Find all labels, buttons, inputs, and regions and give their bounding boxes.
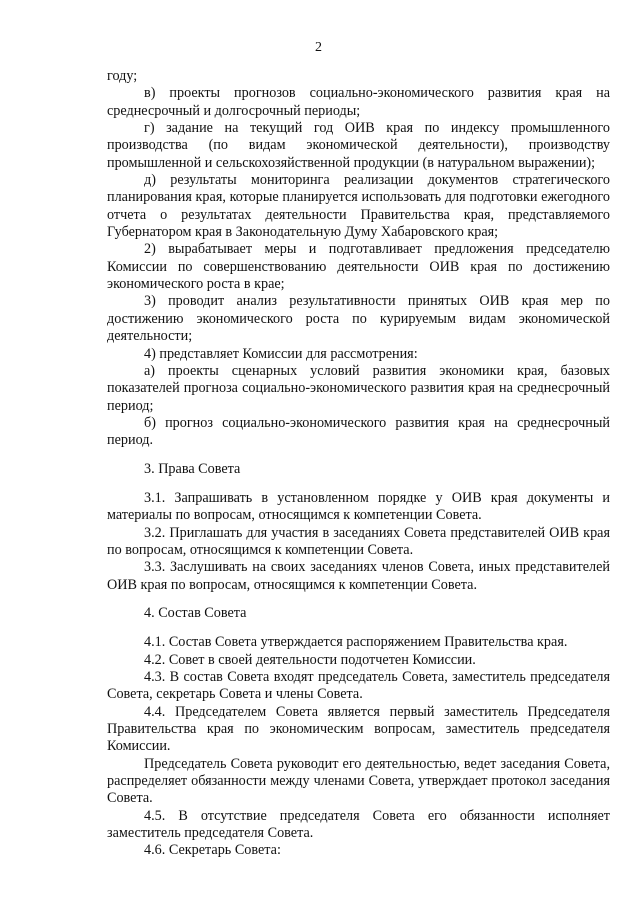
paragraph-item-d: д) результаты мониторинга реализации документов стратегического планирования края, которые планируется использовать для подготовки ежегодного отчета о результатах деятельности Правительства края, представляемого Губернатором края в Законодательную Думу Хабаровского края; — [107, 172, 610, 241]
paragraph-4-2: 4.2. Совет в своей деятельности подотчетен Комиссии. — [144, 651, 476, 668]
paragraph-3-1: 3.1. Запрашивать в установленном порядке у ОИВ края документы и материалы по вопросам, относящимся к компетенции Совета. — [107, 489, 610, 524]
paragraph-item-2: 2) вырабатывает меры и подготавливает предложения председателю Комиссии по совершенствованию деятельности ОИВ края по достижению экономического роста в крае; — [107, 241, 610, 293]
paragraph-continuation: году; — [107, 68, 138, 84]
paragraph-3-2: 3.2. Приглашать для участия в заседаниях Совета представителей ОИВ края по вопросам, относящимся к компетенции Совета. — [107, 524, 610, 558]
section-heading-composition: 4. Состав Совета — [144, 604, 247, 621]
paragraph-item-b: б) прогноз социально-экономического развития края на среднесрочный период. — [107, 414, 610, 449]
paragraph-chair-duties: Председатель Совета руководит его деятельностью, ведет заседания Совета, распределяет обязанности между членами Совета, утверждает протокол заседания Совета. — [107, 755, 610, 807]
paragraph-4-6: 4.6. Секретарь Совета: — [144, 842, 281, 859]
section-heading-rights: 3. Права Совета — [144, 460, 241, 477]
page-number: 2 — [315, 40, 322, 55]
paragraph-4-3: 4.3. В состав Совета входят председатель Совета, заместитель председателя Совета, секретарь Совета и члены Совета. — [107, 669, 610, 703]
paragraph-3-3: 3.3. Заслушивать на своих заседаниях членов Совета, иных представителей ОИВ края по вопросам, относящимся к компетенции Совета. — [107, 559, 610, 593]
paragraph-item-v: в) проекты прогнозов социально-экономического развития края на среднесрочный и долгосрочный периоды; — [107, 85, 610, 119]
paragraph-item-4: 4) представляет Комиссии для рассмотрения: — [144, 345, 418, 362]
paragraph-4-4: 4.4. Председателем Совета является первый заместитель Председателя Правительства края по экономическим вопросам, заместитель председателя Комиссии. — [107, 703, 610, 755]
paragraph-4-5: 4.5. В отсутствие председателя Совета его обязанности исполняет заместитель председателя Совета. — [107, 807, 610, 842]
paragraph-item-3: 3) проводит анализ результативности принятых ОИВ края мер по достижению экономического роста по курируемым видам экономической деятельности; — [107, 293, 610, 345]
paragraph-4-1: 4.1. Состав Совета утверждается распоряжением Правительства края. — [144, 634, 568, 651]
document-body — [107, 68, 610, 860]
paragraph-item-g: г) задание на текущий год ОИВ края по индексу промышленного производства (по видам экономической деятельности), производству промышленной и сельскохозяйственной продукции (в натуральном выражении); — [107, 120, 610, 171]
paragraph-item-a: а) проекты сценарных условий развития экономики края, базовых показателей прогноза социально-экономического развития края на среднесрочный период; — [107, 362, 610, 414]
